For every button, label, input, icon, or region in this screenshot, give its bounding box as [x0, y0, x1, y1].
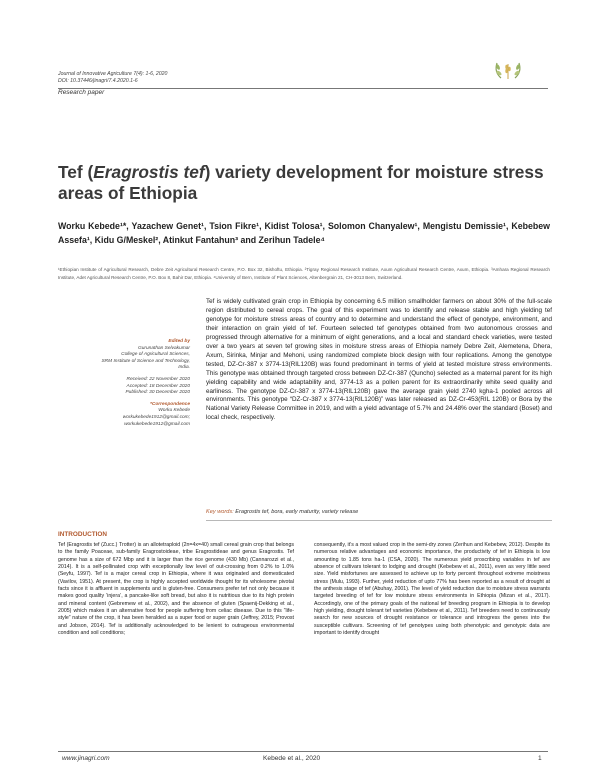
editor-block [58, 339, 190, 372]
author-list: Worku Kebede¹*, Yazachew Genet¹, Tsion Fikre¹, Kidist Tolosa¹, Solomon Chanyalew¹, Mengistu Demissie¹, Kebebew Assefa¹, Kidu G/Meskel², Atinkut Fantahun³ and Zerihun Tadele⁴ [58, 221, 550, 245]
editor-country: India. [178, 365, 190, 371]
article-info-sidebar [58, 339, 190, 433]
keywords-text: Eragrostis tef, bora, early maturity, variety release [235, 509, 359, 515]
correspondence-email-1[interactable]: workukebede1912@gmail.com; [122, 414, 190, 420]
footer-divider [58, 751, 548, 752]
editor-affiliation-1: College of Agricultural Sciences, [121, 352, 190, 358]
keywords [206, 509, 552, 515]
logo-grain [508, 67, 510, 71]
title-species: Eragrostis tef [93, 162, 205, 182]
title-prefix: Tef ( [58, 162, 94, 182]
editor-affiliation-2: SRM Institute of Science and Technology, [101, 358, 190, 364]
footer-citation: Kebede et al., 2020 [263, 755, 321, 762]
introduction-heading: INTRODUCTION [58, 531, 107, 538]
dates-block [58, 377, 190, 397]
journal-citation-line: Journal of Innovative Agriculture 7(4): 1-6, 2020 [58, 71, 168, 77]
journal-info [58, 71, 167, 85]
introduction-left-column: Tef (Eragrostis tef (Zucc.) Trotter) is an allotetraploid (2n=4x=40) small cereal grain crop that belongs to the family Poaceae, sub-family Eragrostoideae, tribe Eragrostideae and genus Eragrostis. Tef genome has a size of 672 Mbp and it is larger than the rice genome (430 Mb) (Cannarozzi et al., 2014). It is a self-pollinated crop with exceptionally low level of out-crossing from 0.2% to 1.0% (Seyfu, 1997). Tef is a major cereal crop in Ethiopia, where it was originated and domesticated (Vavilov, 1951). At present, the crop is highly accepted worldwide thought for its wholesome pivotal facts since it is affluent in supplements and is gluten-free. Consumers prefer tef not only because it makes good quality ‘injera’, a pancake-like soft bread, but also it is nutritious due to its high protein and mineral content (Gebremew et al., 2002), and the absence of gluten (Spaenij-Dekking et al., 2005) which makes it an alternative food for people suffering from celiac disease. Due to this “life-style” nature of the crop, it has been heralded as a super food or super grain (Jeffrey, 2015; Provost and Jobson, 2014). Tef is additionally acknowledged to be lenient to outrageous environmental condition and soil conditions; [58, 542, 294, 637]
correspondence-block [58, 402, 190, 428]
abstract: Tef is widely cultivated grain crop in Ethiopia by concerning 6.5 million smallholder farmers on about 30% of the full-scale region distributed to cereal crops. The goal of this experiment was to identify and release stable and high yielding tef genotype for moisture stress areas of country and to determine and understand the effect of genotype, environment, and their interaction on grain yield of tef. Fourteen selected tef genotypes obtained from two autonomous crosses and progressed through alternative for a minimum of eight generations, and a local and standard check varieties, were tested over a two years at seven tef growing sites in moisture stress areas of Ethiopia namely Debre Zeit, Alemetena, Dhera, Axum, Sirinka, Minjar and Mehoni, using randomized complete block design with four replications. Among the genotype tested, DZ-Cr-387 x 3774-13(RIL120B) was found predominant in terms of yield at tested moisture stress environments. This genotype was obtained through targeted cross between DZ-Cr-387 (Quncho) selected as a maternal parent for its high yielding capability and wide adaptability and, 3774-13 as a pollen parent for its extraordinarily white seed quality and earliness. The genotype DZ-Cr-387 x 3774-13(RIL120B) gave the average grain yield 2740 kgha-1 pooled across all environments. This genotype “DZ-Cr-387 x 3774-13(RIL120B)” was later released as DZ-Cr-453(RIL 120B) or Bora by the National Variety Release Committee in 2019, and with a yield advantage of 5.7% and 24.48% over the standard (Boset) and local check, respectively. [206, 298, 552, 422]
affiliations: ¹Ethiopian Institute of Agricultural Research, Debre Zeit Agricultural Research Centre, P.O. Box 32, Bishoftu, Ethiopia. ²Tigray Regional Research Institute, Axum Agricultural Research Centre, Axum, Ethiopia. ³Amhara Regional Research Institute, Adet Agricultural Research Centre, P.O. Box 8, Bahir Dar, Ethiopia. ⁴University of Bern, Institute of Plant Sciences, Altenbergrain 21, CH-3013 Bern, Switzerland. [58, 267, 550, 280]
page-number: 1 [538, 755, 542, 762]
logo-grain [505, 65, 507, 69]
article-title [58, 162, 548, 204]
header-divider [58, 88, 548, 89]
footer-website[interactable]: www.jinagri.com [62, 755, 110, 762]
logo-grain [505, 69, 507, 73]
correspondence-name: Worku Kebede [158, 408, 190, 414]
correspondence-email-2[interactable]: workukebede1912@gmail.com [124, 421, 190, 427]
keywords-label: Key words: [206, 509, 234, 515]
editor-name: Gurunathan Selvakumar [138, 345, 190, 351]
introduction-right-column: consequently, it’s a most valued crop in the semi-dry zones (Zerihun and Kebebew, 2012). Despite its numerous relative advantages and economic importance, the productivity of tef in Ethiopia is low amounting to 1.85 tons ha-1 (CSA, 2020). The numerous yield proscribing variables in tef are absence of cultivars tolerant to lodging and drought (Kebebew et al., 2011), even as very little seed size. Yield misfortunes are assessed to achieve up to forty percent throughout extreme moistness stress (Mulu, 1993). Further, yield reduction of upto 77% has been reported as a result of drought at the anthesis stage of tef (Abuhay, 2001). The level of yield reduction due to moisture stress warrants targeted breeding of tef for low moisture stress environments in Ethiopia (Mizan et al., 2017). Accordingly, one of the primary goals of the national tef breeding program in Ethiopia is to develop high yielding, drought tolerant tef varieties (Kebebew et al., 2011). Tef breeders need to continuously search for new sources of drought resistance or tolerance and introgress the genes into the susceptible cultivars. Screening of tef genotypes using both phenotypic and genotypic data are important to identify drought [314, 542, 550, 637]
correspondence-label: *Correspondence [150, 401, 190, 407]
paper-type-label: Research paper [58, 89, 105, 96]
keywords-divider [206, 520, 552, 521]
received-date: Received: 22 November 2020 [126, 376, 190, 382]
published-date: Published: 30 December 2020 [125, 390, 190, 396]
accepted-date: Accepted: 18 December 2020 [126, 383, 190, 389]
edited-by-label: Edited by [168, 339, 190, 344]
title-suffix: ) variety development for moisture stress areas of Ethiopia [58, 162, 544, 203]
doi-line[interactable]: DOI: 10.37446/jinagri/7.4.2020.1-6 [58, 78, 138, 84]
journal-leaf-logo [491, 58, 525, 82]
